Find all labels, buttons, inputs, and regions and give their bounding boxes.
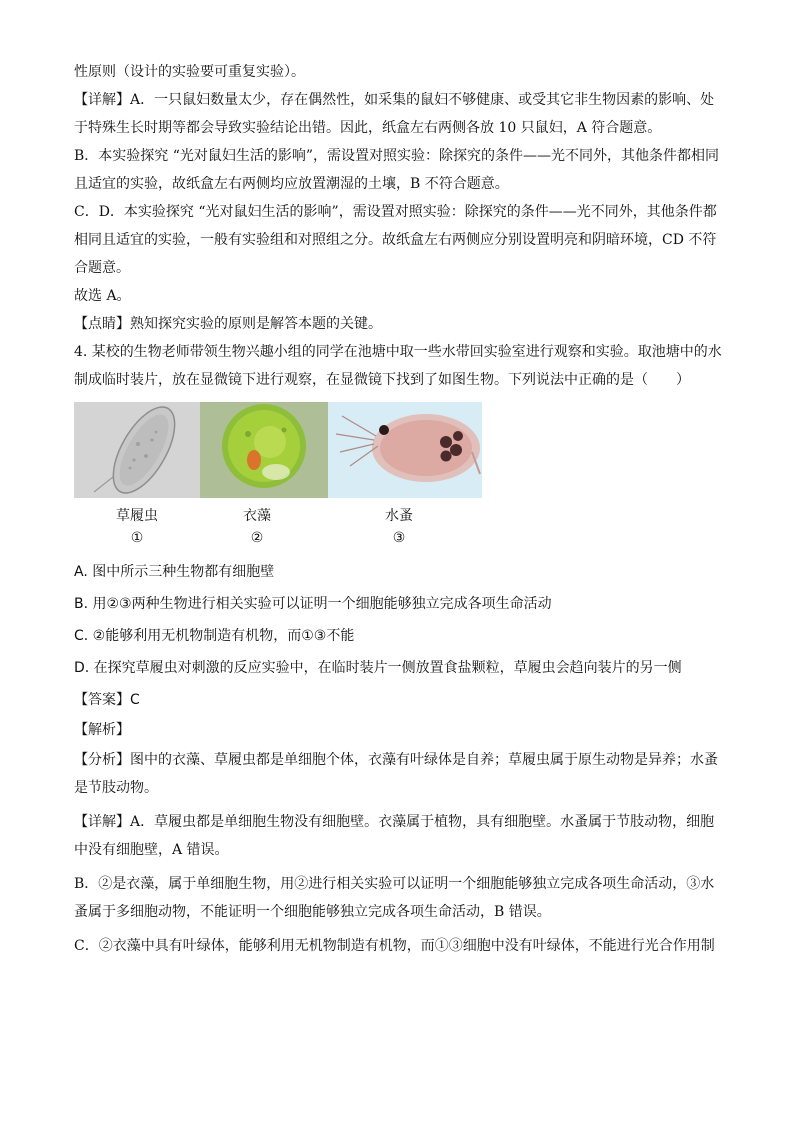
text-line: 且适宜的实验，故纸盒左右两侧均应放置潮湿的土壤，B 不符合题意。 — [74, 176, 509, 192]
text-line: B．②是衣藻，属于单细胞生物，用②进行相关实验可以证明一个细胞能够独立完成各项生命活动，③水 — [74, 876, 715, 892]
text-line: 相同且适宜的实验，一般有实验组和对照组之分。故纸盒左右两侧应分别设置明亮和阴暗环境，CD 不符 — [74, 232, 717, 248]
text-line: B．本实验探究 “光对鼠妇生活的影响”，需设置对照实验：除探究的条件——光不同外，其他条件都相同 — [74, 148, 720, 164]
question-stem: 4. 某校的生物老师带领生物兴趣小组的同学在池塘中取一些水带回实验室进行观察和实验。取池塘中的水 — [74, 344, 722, 360]
text-line: 【分析】图中的衣藻、草履虫都是单细胞个体，衣藻有叶绿体是自养；草履虫属于原生动物是异养；水蚤 — [74, 752, 718, 768]
label-number-1: ① — [130, 530, 144, 546]
caption-daphnia: 水蚤 — [385, 508, 413, 524]
text-line: 【点睛】熟知探究实验的原则是解答本题的关键。 — [74, 316, 382, 332]
analysis-title: 【解析】 — [74, 722, 130, 738]
option-b: B. 用②③两种生物进行相关实验可以证明一个细胞能够独立完成各项生命活动 — [74, 596, 552, 612]
text-line: 【详解】A．一只鼠妇数量太少，存在偶然性，如采集的鼠妇不够健康、或受其它非生物因素的影响、处 — [74, 92, 715, 108]
caption-paramecium: 草履虫 — [116, 508, 158, 524]
text-line: 蚤属于多细胞动物，不能证明一个细胞能够独立完成各项生命活动，B 错误。 — [74, 904, 551, 920]
text-line: 中没有细胞壁，A 错误。 — [74, 842, 229, 858]
text-line: C．D．本实验探究 “光对鼠妇生活的影响”，需设置对照实验：除探究的条件——光不同外，其他条件都 — [74, 204, 717, 220]
caption-chlamydomonas: 衣藻 — [243, 508, 271, 524]
answer-label: 【答案】C — [74, 692, 140, 708]
option-c: C. ②能够利用无机物制造有机物，而①③不能 — [74, 628, 355, 644]
paramecium-image — [74, 402, 200, 498]
organism-figure — [74, 402, 724, 552]
question-stem: 制成临时装片，放在显微镜下进行观察，在显微镜下找到了如图生物。下列说法中正确的是（ ） — [74, 372, 690, 388]
text-line: 是节肢动物。 — [74, 780, 158, 796]
document-page — [74, 62, 724, 956]
label-number-3: ③ — [392, 530, 406, 546]
text-line: 于特殊生长时期等都会导致实验结论出错。因此，纸盒左右两侧各放 10 只鼠妇，A 符合题意。 — [74, 120, 662, 136]
daphnia-image — [328, 402, 482, 498]
text-line: 性原则（设计的实验要可重复实验）。 — [74, 64, 305, 80]
text-line: C．②衣藻中具有叶绿体，能够利用无机物制造有机物，而①③细胞中没有叶绿体，不能进行光合作用制 — [74, 938, 715, 954]
text-line: 【详解】A．草履虫都是单细胞生物没有细胞壁。衣藻属于植物，具有细胞壁。水蚤属于节肢动物，细胞 — [74, 814, 715, 830]
text-line: 故选 A。 — [74, 288, 131, 304]
option-d: D. 在探究草履虫对刺激的反应实验中，在临时装片一侧放置食盐颗粒，草履虫会趋向装片的另一侧 — [74, 660, 682, 676]
text-line: 合题意。 — [74, 260, 130, 276]
label-number-2: ② — [250, 530, 264, 546]
option-a: A. 图中所示三种生物都有细胞壁 — [74, 564, 275, 580]
chlamydomonas-image — [200, 402, 328, 498]
